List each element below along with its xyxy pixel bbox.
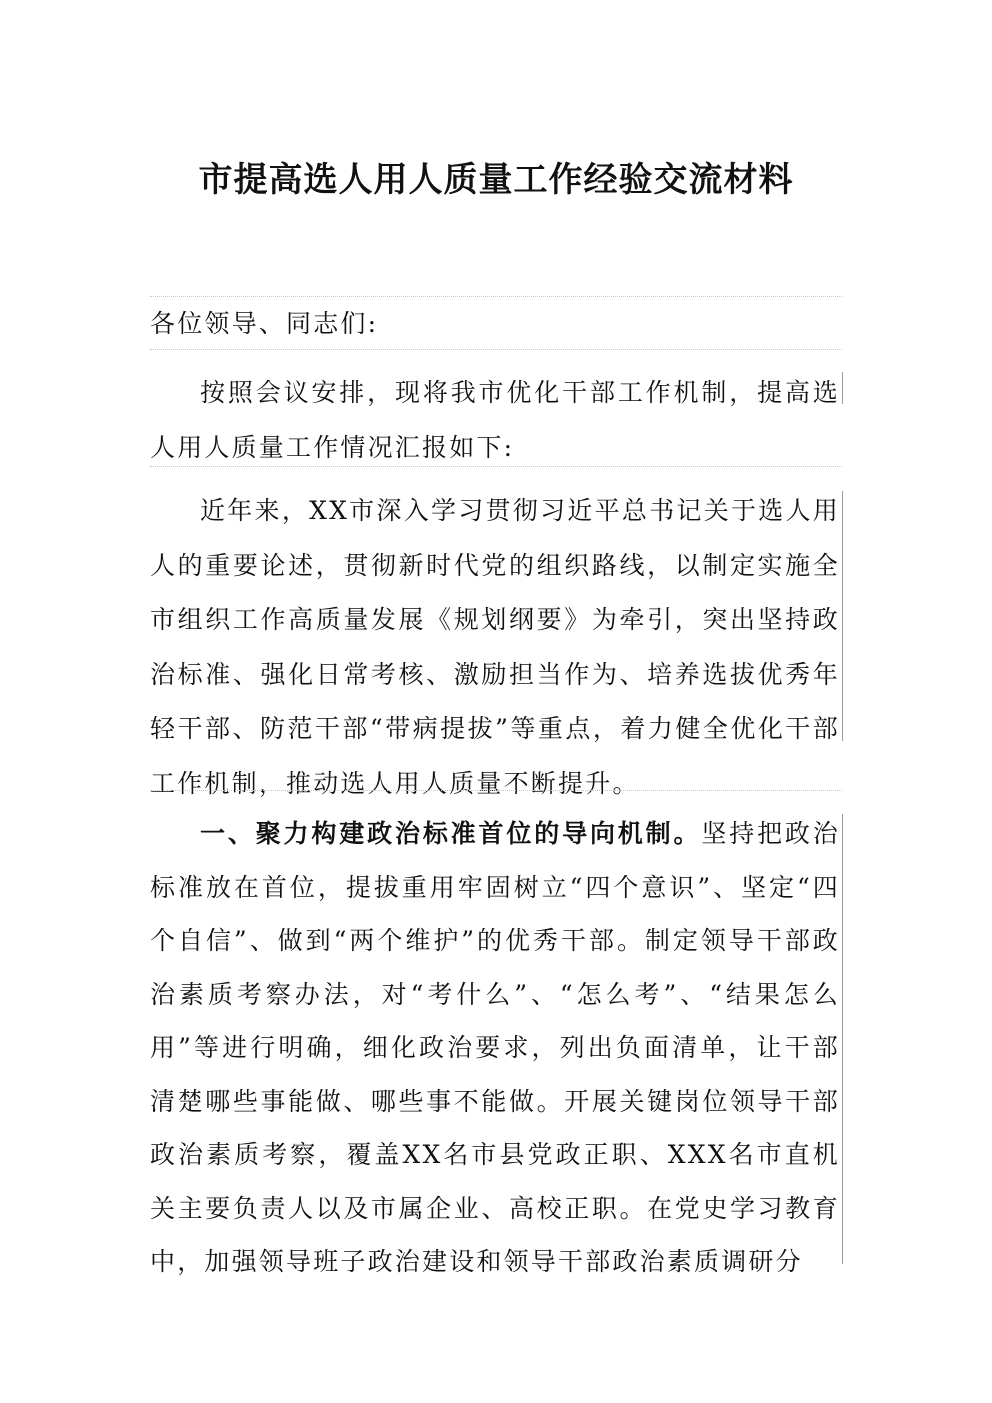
margin-rule (842, 491, 843, 741)
salutation: 各位领导、同志们: (150, 309, 379, 338)
separator-line (150, 466, 842, 467)
separator-line (150, 349, 842, 350)
margin-rule (842, 372, 843, 404)
background-paragraph: 近年来，XX市深入学习贯彻习近平总书记关于选人用人的重要论述，贯彻新时代党的组织路线，以制定实施全市组织工作高质量发展《规划纲要》为牵引，突出坚持政 治标准、强化日常考核、激励担当作为、培养选拔优秀年轻干部、防范干部“带病提拔”等重点，着力健全优化干部工作机制，推动选人用人质量不断提升。 (150, 496, 840, 798)
section-1-body: 坚持把政治标准放在首位，提拔重用牢固树立“四个意识”、坚定“四个自信”、做到“两个维护”的优秀干部。制定领导干部政治素质考察办法，对“考什么”、“怎么考”、“结果怎么用”等进行明确，细化政治要求，列出负面清单，让干部清楚哪些事能做、哪些事不能做。开展关键岗位领导干部政治素质考察，覆盖XX名市县党政正职、XXX名市直机关主要负责人以及市属企业、高校正职。在党史学习教育中，加强领导班子政治建设和领导干部政治素质调研分 (150, 819, 840, 1276)
margin-rule (842, 814, 843, 1264)
intro-paragraph: 按照会议安排，现将我市优化干部工作机制，提高选人用人质量工作情况汇报如下: (150, 378, 840, 462)
section-1-paragraph (150, 807, 840, 1289)
document-title: 市提高选人用人质量工作经验交流材料 (198, 160, 794, 200)
section-1-heading: 一、聚力构建政治标准首位的导向机制。 (200, 819, 702, 848)
separator-line (150, 296, 842, 297)
separator-line (150, 790, 842, 791)
